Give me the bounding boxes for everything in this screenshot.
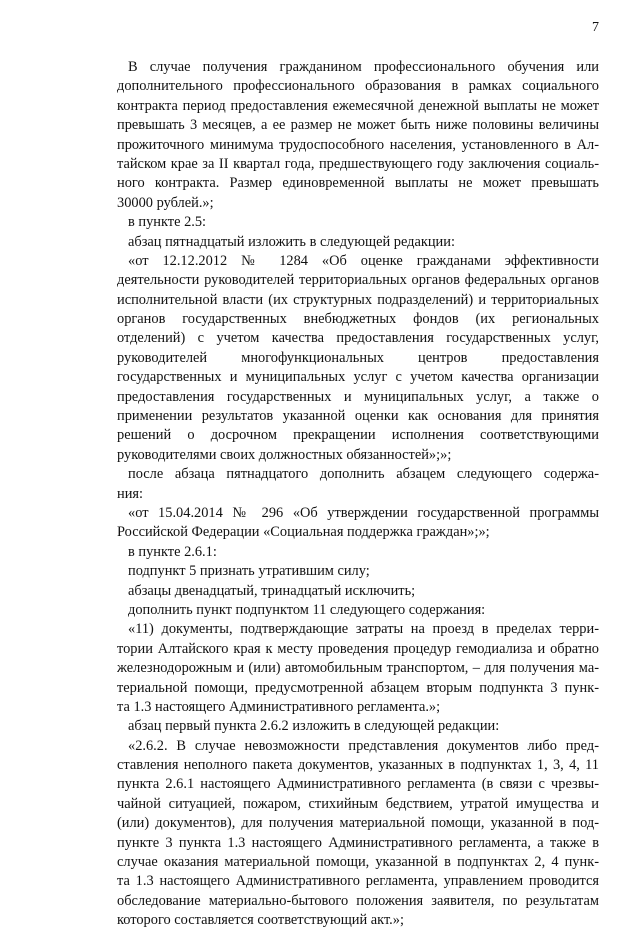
text-line: в пункте 2.6.1: bbox=[128, 543, 217, 560]
text-line: (или) документов), для получения материальной помощи, указанной в под- bbox=[117, 815, 599, 832]
text-line: чайной ситуацией, пожаром, стихийным бедствием, утратой имущества и bbox=[117, 795, 599, 812]
text-line: деятельности руководителей территориальных органов федеральных органов bbox=[117, 272, 599, 289]
text-line: дополнительного профессионального образования в рамках социального bbox=[117, 78, 599, 95]
text-line: контракта период предоставления ежемесячной денежной выплаты не может bbox=[117, 97, 599, 114]
text-line: руководителей многофункциональных центров предоставления bbox=[117, 349, 599, 366]
document-body bbox=[117, 58, 599, 931]
text-line: та 1.3 настоящего Административного регламента.»; bbox=[117, 698, 441, 715]
text-line: абзацы двенадцатый, тринадцатый исключить; bbox=[128, 582, 416, 599]
text-line: после абзаца пятнадцатого дополнить абзацем следующего содержа- bbox=[128, 466, 599, 483]
text-line: исполнительной власти (их структурных подразделений) и территориальных bbox=[117, 291, 599, 308]
text-line: «от 12.12.2012 № 1284 «Об оценке гражданами эффективности bbox=[128, 252, 599, 269]
text-line: териальной помощи, предусмотренной абзацем вторым подпункта 3 пунк- bbox=[117, 679, 599, 696]
text-line: в пункте 2.5: bbox=[128, 214, 207, 231]
text-line: руководителями своих должностных обязанностей»;»; bbox=[117, 446, 452, 463]
text-line: органов государственных внебюджетных фондов (их региональных bbox=[117, 311, 599, 328]
text-line: пункта 2.6.1 настоящего Административного регламента (в связи с чрезвы- bbox=[117, 776, 599, 793]
text-line: дополнить пункт подпунктом 11 следующего содержания: bbox=[128, 601, 486, 618]
text-line: 30000 рублей.»; bbox=[117, 194, 214, 211]
text-line: применении результатов указанной оценки как основания для принятия bbox=[117, 408, 599, 425]
text-line: ставления неполного пакета документов, указанных в подпунктах 1, 3, 4, 11 bbox=[117, 757, 599, 774]
text-line: подпункт 5 признать утратившим силу; bbox=[128, 563, 370, 580]
text-line: тории Алтайского края к месту проведения процедур гемодиализа и обратно bbox=[117, 640, 599, 657]
text-line: железнодорожным и (или) автомобильным транспортом, – для получения ма- bbox=[117, 660, 599, 677]
text-line: пункте 3 пункта 1.3 настоящего Административного регламента, а также в bbox=[117, 834, 599, 851]
text-line: ного контракта. Размер единовременной выплаты не может превышать bbox=[117, 175, 599, 192]
page-number: 7 bbox=[592, 20, 599, 35]
text-line: «от 15.04.2014 № 296 «Об утверждении государственной программы bbox=[128, 504, 599, 521]
text-line: решений о досрочном прекращении исполнения соответствующими bbox=[117, 427, 599, 444]
text-line: абзац пятнадцатый изложить в следующей редакции: bbox=[128, 233, 455, 250]
text-line: случае оказания материальной помощи, указанной в подпунктах 2, 4 пунк- bbox=[117, 854, 599, 871]
text-line: отделений) с учетом качества предоставления государственных услуг, bbox=[117, 330, 599, 347]
text-line: абзац первый пункта 2.6.2 изложить в следующей редакции: bbox=[128, 718, 500, 735]
text-line: та 1.3 настоящего Административного регламента, управлением проводится bbox=[117, 873, 599, 890]
text-line: превышать 3 месяцев, а ее размер не может быть ниже половины величины bbox=[117, 117, 599, 134]
text-line: «2.6.2. В случае невозможности представления документов либо пред- bbox=[128, 737, 599, 754]
text-line: предоставления государственных и муниципальных услуг, а также о bbox=[117, 388, 599, 405]
text-line: государственных и муниципальных услуг с учетом качества организации bbox=[117, 369, 599, 386]
text-line: прожиточного минимума трудоспособного населения, установленного в Ал- bbox=[117, 136, 599, 153]
text-line: Российской Федерации «Социальная поддержка граждан»;»; bbox=[117, 524, 490, 541]
text-line: обследование материально-бытового положения заявителя, по результатам bbox=[117, 892, 599, 909]
text-line: которого составляется соответствующий акт.»; bbox=[117, 912, 404, 929]
text-line: «11) документы, подтверждающие затраты на проезд в пределах терри- bbox=[128, 621, 599, 638]
text-line: В случае получения гражданином профессионального обучения или bbox=[128, 59, 599, 75]
text-line: ния: bbox=[117, 485, 144, 502]
text-line: тайском крае за II квартал года, предшествующего году заключения социаль- bbox=[117, 155, 599, 172]
